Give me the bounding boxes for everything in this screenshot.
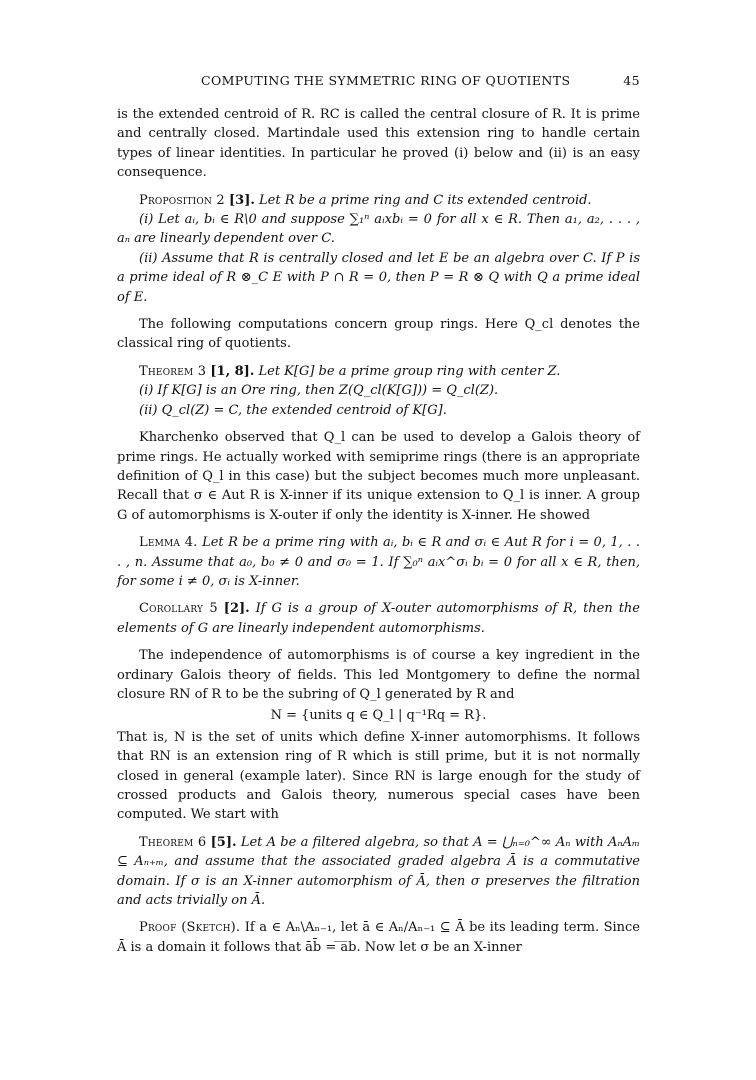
proposition-statement: Let R be a prime ring and C its extended centroid. [259, 192, 592, 208]
theorem-label: Theorem 3 [139, 363, 207, 379]
paragraph: The following computations concern group rings. Here Q_cl denotes the classical ring of quotients. [117, 317, 640, 352]
proof-text: If a ∈ Aₙ\Aₙ₋₁, let ā ∈ Aₙ/Aₙ₋₁ ⊆ Ā be its leading term. Since Ā is a domain it follows that āb̄ = ̅a̅b. Now let σ be an X-inner [117, 920, 641, 955]
proposition-part-ii: (ii) Assume that R is centrally closed and let E be an algebra over C. If P is a prime ideal of R ⊗_C E with P ∩ R = 0, then P = R ⊗ Q with Q a prime ideal of E. [117, 250, 640, 305]
theorem-3 [117, 362, 640, 381]
paragraph: That is, N is the set of units which define X-inner automorphisms. It follows that RN is an extension ring of R which is still prime, but it is not normally closed in general (example later). Since RN is large enough for the study of crossed products and Galois theory, numerous special cases have been computed. We start with [117, 729, 640, 823]
display-equation: N = {units q ∈ Q_l | q⁻¹Rq = R}. [270, 708, 487, 724]
page-number: 45 [623, 73, 640, 88]
citation: [3]. [229, 192, 255, 208]
corollary-statement: If G is a group of X-outer automorphisms of R, then the elements of G are linearly independent automorphisms. [117, 601, 640, 636]
citation: [2]. [223, 601, 250, 617]
paragraph: The independence of automorphisms is of course a key ingredient in the ordinary Galois theory of fields. This led Montgomery to define the normal closure RN of R to be the subring of Q_l generated by R and [117, 648, 640, 702]
proof-label: Proof (Sketch). [139, 920, 241, 936]
lemma-statement: Let R be a prime ring with aᵢ, bᵢ ∈ R and σᵢ ∈ Aut R for i = 0, 1, . . . , n. Assume that a₀, b₀ ≠ 0 and σ₀ = 1. If ∑₀ⁿ aᵢx^σᵢ bᵢ = 0 for all x ∈ R, then, for some i ≠ 0, σᵢ is X-inner. [117, 535, 640, 589]
proof-sketch [117, 918, 640, 957]
corollary-5 [117, 599, 640, 638]
paragraph: Kharchenko observed that Q_l can be used to develop a Galois theory of prime rings. He actually worked with semiprime rings (there is an appropriate definition of Q_l in this case) but the subject becomes much more unpleasant. Recall that σ ∈ Aut R is X-inner if its unique extension to Q_l is inner. A group G of automorphisms is X-outer if only the identity is X-inner. He showed [117, 430, 640, 523]
theorem-statement: Let K[G] be a prime group ring with center Z. [258, 363, 561, 379]
citation: [5]. [210, 834, 237, 850]
running-title: COMPUTING THE SYMMETRIC RING OF QUOTIENTS [201, 73, 571, 88]
proposition-label: Proposition 2 [139, 192, 225, 208]
theorem-part-i: (i) If K[G] is an Ore ring, then Z(Q_cl(K[G])) = Q_cl(Z). [139, 383, 499, 399]
theorem-part-ii: (ii) Q_cl(Z) = C, the extended centroid of K[G]. [139, 402, 447, 418]
theorem-6 [117, 833, 640, 911]
theorem-statement: Let A be a filtered algebra, so that A = ⋃ₙ₌₀^∞ Aₙ with AₙAₘ ⊆ Aₙ₊ₘ, and assume that the associated graded algebra Ā is a commutative domain. If σ is an X-inner automorphism of Ā, then σ preserves the filtration and acts trivially on Ā. [117, 834, 640, 909]
citation: [1, 8]. [210, 363, 255, 379]
lemma-label: Lemma 4. [139, 535, 198, 551]
theorem-label: Theorem 6 [139, 834, 207, 850]
proposition-2 [117, 191, 640, 210]
lemma-4 [117, 533, 640, 591]
paragraph: is the extended centroid of R. RC is called the central closure of R. It is prime and centrally closed. Martindale used this extension ring to handle certain types of linear identities. In particular he proved (i) below and (ii) is an easy consequence. [117, 107, 640, 181]
proposition-part-i: (i) Let aᵢ, bᵢ ∈ R\0 and suppose ∑₁ⁿ aᵢxbᵢ = 0 for all x ∈ R. Then a₁, a₂, . . . , aₙ are linearly dependent over C. [117, 212, 640, 247]
corollary-label: Corollary 5 [139, 601, 218, 617]
body-text [117, 105, 640, 957]
